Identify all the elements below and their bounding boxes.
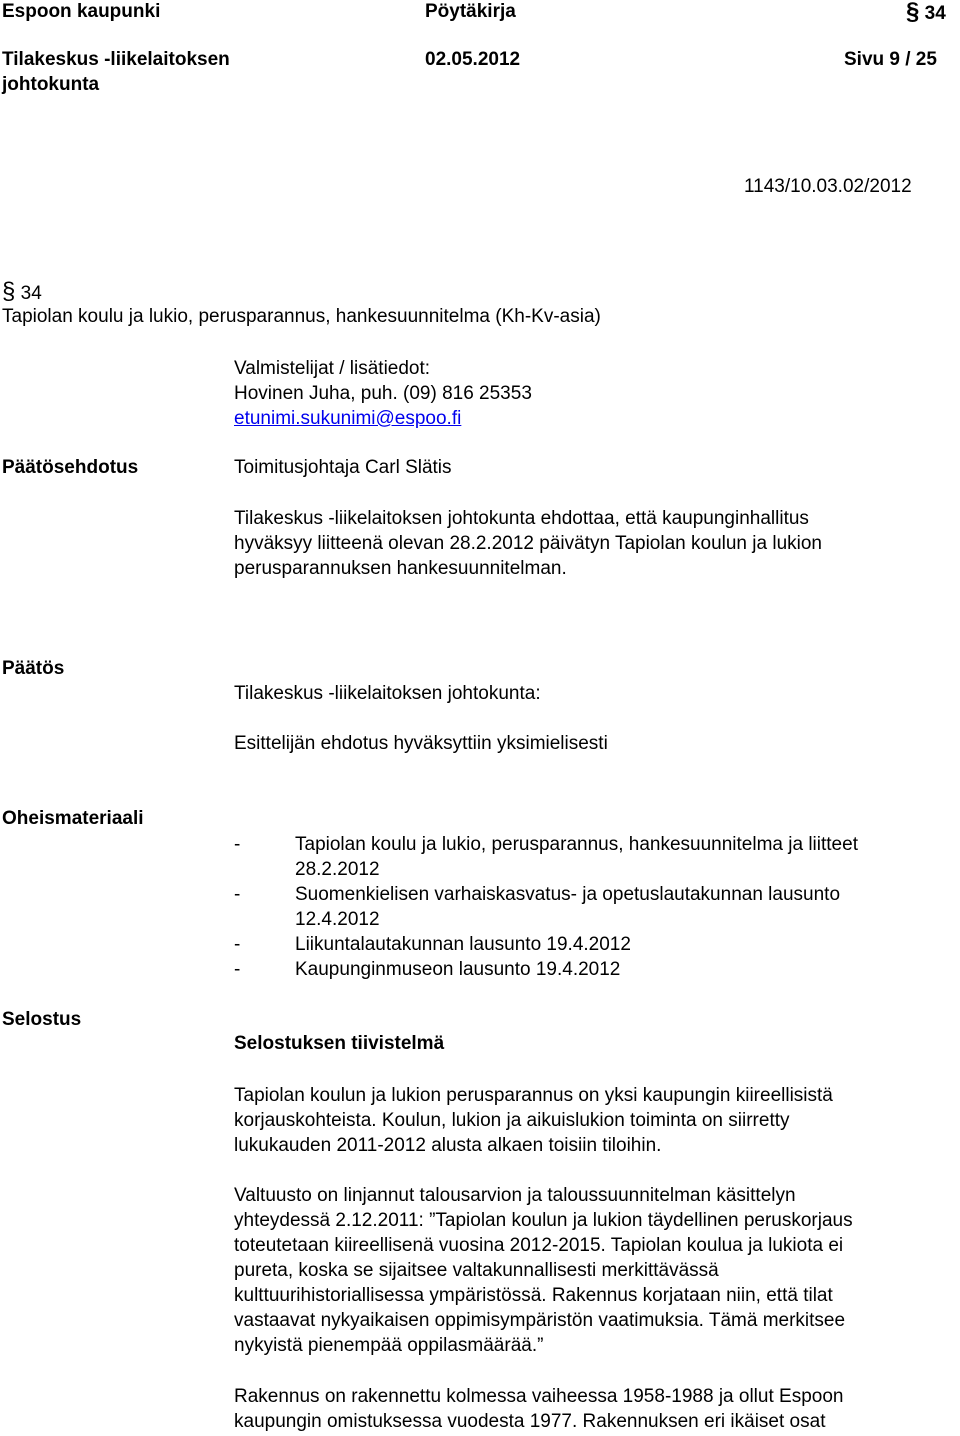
decision-text: Esittelijän ehdotus hyväksyttiin yksimielisesti	[234, 733, 608, 754]
item-title: Tapiolan koulu ja lukio, perusparannus, hankesuunnitelma (Kh-Kv-asia)	[2, 306, 601, 327]
description-paragraph-1: Tapiolan koulun ja lukion perusparannus on yksi kaupungin kiireellisistä korjauskohteista. Koulun, lukion ja aikuislukion toiminta on siirretty lukukauden 2011-2012 alusta alkaen toisiin tiloihin.	[234, 1085, 833, 1156]
decision-body: Tilakeskus -liikelaitoksen johtokunta:	[234, 683, 541, 704]
meeting-body-line2: johtokunta	[2, 74, 100, 95]
proposer: Toimitusjohtaja Carl Slätis	[234, 457, 452, 478]
section-number: § 34	[906, 0, 946, 25]
description-label: Selostus	[2, 1009, 82, 1030]
description-paragraph-2: Valtuusto on linjannut talousarvion ja taloussuunnitelman käsittelyn yhteydessä 2.12.2011: ”Tapiolan koulun ja lukion täydellinen peruskorjaus toteutetaan kiireellisenä vuosina 2012-2015. Tapiolan koulua ja lukiota ei pureta, koska se sijaitsee valtakunnallisesti merkittävässä kulttuurihistoriallisessa ympäristössä. Rakennus korjataan niin, että tilat vastaavat nykyaikaisen oppimisympäristön vaatimuksia. Tämä merkitsee nykyistä pienempää oppilasmäärää.”	[234, 1185, 853, 1356]
organization-name: Espoon kaupunki	[2, 1, 161, 22]
description-heading: Selostuksen tiivistelmä	[234, 1033, 445, 1054]
item-number: § 34	[2, 278, 42, 305]
list-item: - Tapiolan koulu ja lukio, perusparannus, hankesuunnitelma ja liitteet 28.2.2012	[234, 834, 858, 880]
meeting-date: 02.05.2012	[425, 49, 521, 70]
attachments-list	[234, 832, 858, 982]
item-section-symbol: §	[2, 278, 16, 305]
decision-label: Päätös	[2, 658, 65, 679]
list-item: - Suomenkielisen varhaiskasvatus- ja opetuslautakunnan lausunto 12.4.2012	[234, 884, 841, 930]
reference-number: 1143/10.03.02/2012	[744, 176, 912, 197]
list-item: - Kaupunginmuseon lausunto 19.4.2012	[234, 959, 621, 980]
document-type: Pöytäkirja	[425, 1, 516, 22]
list-item: - Liikuntalautakunnan lausunto 19.4.2012	[234, 934, 631, 955]
preparer-contact: Hovinen Juha, puh. (09) 816 25353	[234, 383, 532, 404]
page-number: Sivu 9 / 25	[844, 49, 937, 70]
description-paragraph-3: Rakennus on rakennettu kolmessa vaiheessa 1958-1988 ja ollut Espoon kaupungin omistuksessa vuodesta 1977. Rakennuksen eri ikäiset osat	[234, 1386, 844, 1432]
preparers-label: Valmistelijat / lisätiedot:	[234, 358, 431, 379]
proposal-label: Päätösehdotus	[2, 457, 139, 478]
meeting-body-line1: Tilakeskus -liikelaitoksen	[2, 49, 230, 70]
attachments-label: Oheismateriaali	[2, 808, 144, 829]
section-symbol: §	[906, 0, 920, 25]
proposal-text: Tilakeskus -liikelaitoksen johtokunta ehdottaa, että kaupunginhallitus hyväksyy liitteenä olevan 28.2.2012 päivätyn Tapiolan koulun ja lukion perusparannuksen hankesuunnitelman.	[234, 508, 822, 579]
preparer-email-link[interactable]: etunimi.sukunimi@espoo.fi	[234, 408, 462, 429]
